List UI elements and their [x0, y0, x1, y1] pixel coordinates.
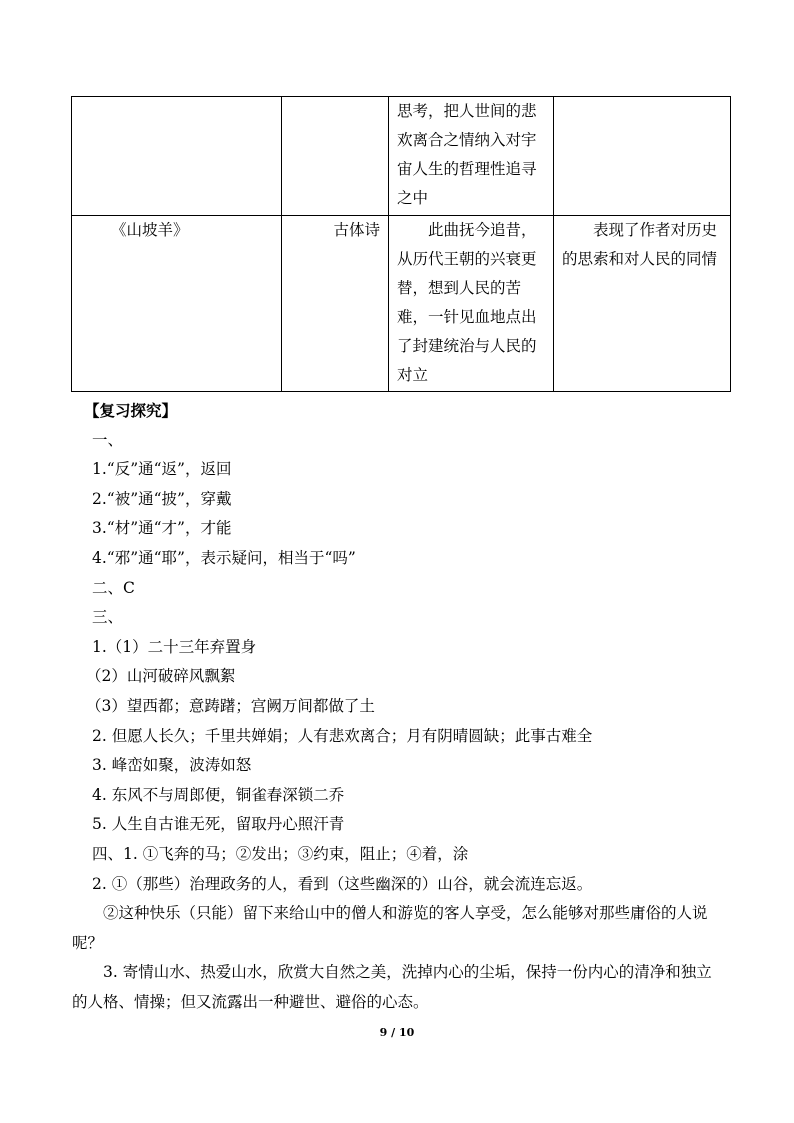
answer-line: 一、 [92, 430, 124, 449]
section-heading: 【复习探究】 [84, 401, 178, 420]
answer-line: 5. 人生自古谁无死，留取丹心照汗青 [92, 815, 345, 834]
table-cell-genre [282, 97, 389, 216]
table-cell-theme [554, 216, 731, 392]
answer-line: 三、 [92, 608, 124, 627]
answer-line: 四、1. ①飞奔的马；②发出；③约束，阻止；④着，涂 [92, 844, 469, 863]
cell-text: 此曲抚今追昔，从历代王朝的兴衰更替，想到人民的苦难，一针见血地点出了封建统治与人民的对立 [397, 221, 537, 384]
cell-text: 表现了作者对历史的思索和对人民的同情 [562, 221, 718, 268]
table-cell-work: 《山坡羊》 [72, 216, 282, 392]
answer-line: 4. 东风不与周郎便，铜雀春深锁二乔 [92, 785, 345, 804]
answer-line: 3. 峰峦如聚，波涛如怒 [92, 756, 252, 775]
answer-line: 4.“邪”通“耶”，表示疑问，相当于“吗” [92, 548, 356, 567]
answer-line: 1.“反”通“返”，返回 [92, 460, 232, 479]
answer-paragraph: 3. 寄情山水、热爱山水，欣赏大自然之美，洗掉内心的尘垢，保持一份内心的清净和独立的人格、情操；但又流露出一种避世、避俗的心态。 [72, 963, 712, 1011]
answer-line: 1.（1）二十三年弃置身 [92, 637, 257, 656]
table-cell-genre: 古体诗 [282, 216, 389, 392]
table-cell-theme [554, 97, 731, 216]
page-number: 9 / 10 [379, 1026, 415, 1039]
answer-line: 2. ①（那些）治理政务的人，看到（这些幽深的）山谷，就会流连忘返。 [92, 874, 593, 893]
table-cell-content [389, 216, 554, 392]
answer-line: 2.“被”通“披”，穿戴 [92, 489, 232, 508]
review-table [71, 96, 731, 392]
answer-line: （3）望西都；意踌躇；宫阙万间都做了土 [86, 696, 375, 715]
table-cell-content [389, 97, 554, 216]
cell-text: 思考，把人世间的悲欢离合之情纳入对宇宙人生的哲理性追寻之中 [397, 102, 537, 207]
answer-paragraph: ②这种快乐（只能）留下来给山中的僧人和游览的客人享受，怎么能够对那些庸俗的人说呢？ [72, 904, 708, 952]
table-row [72, 97, 731, 216]
answer-line: （2）山河破碎风飘絮 [86, 667, 236, 686]
answer-section [72, 396, 726, 1017]
table-cell-work [72, 97, 282, 216]
answer-line: 二、C [92, 578, 135, 597]
answer-line: 2. 但愿人长久；千里共婵娟；人有悲欢离合；月有阴晴圆缺；此事古难全 [92, 726, 593, 745]
answer-line: 3.“材”通“才”，才能 [92, 519, 232, 538]
table-row [72, 216, 731, 392]
